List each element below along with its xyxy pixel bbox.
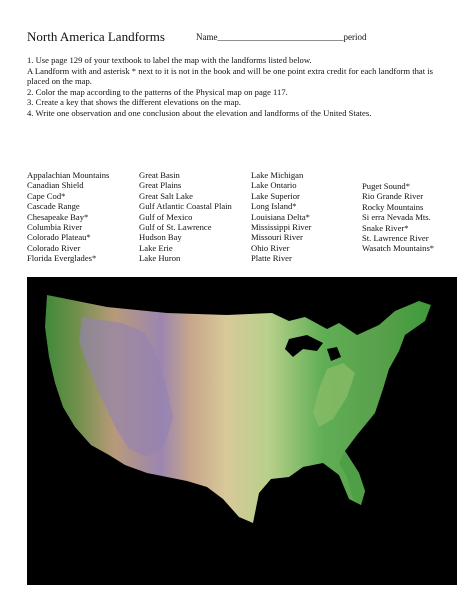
- landform-item: Mississippi River: [251, 222, 312, 233]
- relief-map: [27, 277, 457, 585]
- landform-item: Long Island*: [251, 201, 297, 212]
- landform-column-3: [251, 170, 311, 264]
- landform-item: Lake Superior: [251, 190, 300, 201]
- landform-column-4: [362, 181, 434, 254]
- landform-item: Platte River: [251, 253, 292, 264]
- landform-item: Puget Sound*: [362, 181, 410, 191]
- landform-item: Missouri River: [251, 232, 303, 243]
- instruction-4: 4. Write one observation and one conclusion about the elevation and landforms of the United States.: [27, 107, 372, 118]
- us-relief-map-image: [27, 277, 457, 585]
- name-period-line: Name____________________________period: [196, 32, 367, 42]
- instructions: [27, 55, 457, 119]
- landform-item: Colorado River: [27, 242, 81, 253]
- landform-item: Ohio River: [251, 242, 290, 253]
- landform-item: Florida Everglades*: [27, 253, 97, 264]
- landform-item: Lake Huron: [139, 253, 181, 264]
- landform-item: Rio Grande River: [362, 191, 424, 202]
- landform-item: Columbia River: [27, 222, 83, 233]
- landform-item: Great Salt Lake: [139, 190, 193, 201]
- landform-item: Gulf of Mexico: [139, 211, 193, 222]
- instruction-1: 1. Use page 129 of your textbook to label the map with the landforms listed below.: [27, 55, 312, 65]
- landform-item: Gulf of St. Lawrence: [139, 222, 212, 233]
- landform-item: Si erra Nevada Mts.: [362, 212, 431, 223]
- landform-item: Lake Michigan: [251, 170, 304, 180]
- instruction-extra-credit: A Landform with and asterisk * next to it is not in the book and will be one point extra credit for each landform that is placed on the map.: [27, 65, 433, 87]
- landform-item: Gulf Atlantic Coastal Plain: [139, 201, 232, 212]
- landform-column-1: [27, 170, 109, 264]
- landform-item: Rocky Mountains: [362, 201, 424, 212]
- landform-item: Colorado Plateau*: [27, 232, 91, 243]
- landform-item: Snake River*: [362, 222, 409, 233]
- instruction-3: 3. Create a key that shows the different elevations on the map.: [27, 97, 241, 108]
- page-title: North America Landforms: [27, 29, 165, 44]
- landform-item: St. Lawrence River: [362, 233, 429, 244]
- landform-item: Great Basin: [139, 170, 180, 180]
- landform-item: Cape Cod*: [27, 190, 66, 201]
- landform-item: Hudson Bay: [139, 232, 182, 243]
- landform-item: Great Plains: [139, 180, 182, 191]
- landform-column-2: [139, 170, 232, 264]
- instruction-2: 2. Color the map according to the patterns of the Physical map on page 117.: [27, 86, 288, 97]
- landform-item: Wasatch Mountains*: [362, 243, 435, 254]
- landform-item: Cascade Range: [27, 201, 80, 212]
- landform-item: Chesapeake Bay*: [27, 211, 89, 222]
- landform-item: Lake Erie: [139, 242, 173, 253]
- landform-item: Lake Ontario: [251, 180, 297, 191]
- landform-item: Canadian Shield: [27, 180, 84, 191]
- landform-item: Louisiana Delta*: [251, 211, 310, 222]
- landform-item: Appalachian Mountains: [27, 170, 110, 180]
